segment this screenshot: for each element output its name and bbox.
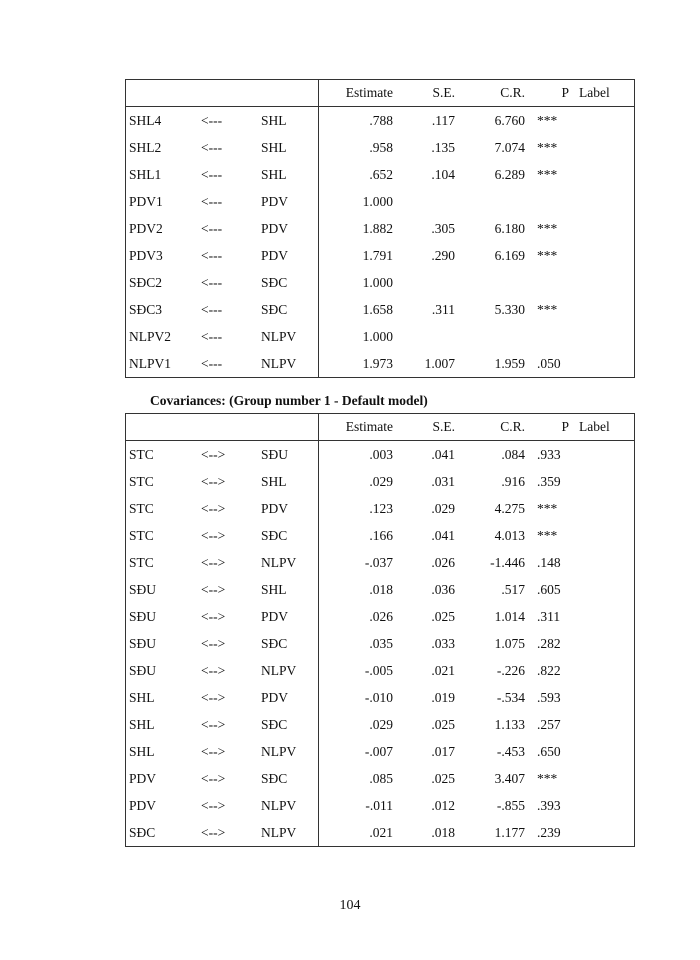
table-header-row bbox=[126, 80, 635, 107]
cell-rhs: SHL bbox=[257, 468, 319, 495]
header-blank bbox=[195, 80, 257, 107]
cell-lhs: SĐC bbox=[126, 819, 196, 847]
cell-label bbox=[573, 522, 635, 549]
cell-se bbox=[399, 188, 461, 215]
cell-lhs: SHL1 bbox=[126, 161, 196, 188]
cell-estimate: 1.973 bbox=[319, 350, 400, 378]
cell-rhs: PDV bbox=[257, 188, 319, 215]
cell-lhs: STC bbox=[126, 468, 196, 495]
cell-label bbox=[573, 188, 635, 215]
cell-arrow: <--- bbox=[201, 194, 223, 209]
cell-cr: -.534 bbox=[496, 690, 525, 705]
table-row bbox=[126, 350, 635, 378]
cell-estimate: .026 bbox=[369, 609, 393, 624]
cell-p: *** bbox=[537, 167, 558, 182]
cell-p bbox=[531, 323, 573, 350]
cell-label bbox=[573, 549, 635, 576]
cell-label bbox=[573, 323, 635, 350]
cell-lhs: SĐU bbox=[126, 657, 196, 684]
header-p: P bbox=[531, 80, 573, 107]
regression-weights-table bbox=[125, 79, 635, 378]
cell-se: .305 bbox=[431, 221, 455, 236]
cell-lhs: NLPV1 bbox=[126, 350, 196, 378]
cell-lhs: PDV1 bbox=[126, 188, 196, 215]
cell-lhs: SĐC3 bbox=[126, 296, 196, 323]
cell-arrow: <--> bbox=[201, 474, 226, 489]
table-row bbox=[126, 269, 635, 296]
header-cr: C.R. bbox=[461, 80, 531, 107]
cell-rhs: SHL bbox=[257, 576, 319, 603]
cell-cr: 1.959 bbox=[461, 350, 531, 378]
cell-label bbox=[573, 738, 635, 765]
cell-cr: -.453 bbox=[496, 744, 525, 759]
covariances-caption: Covariances: (Group number 1 - Default model) bbox=[150, 393, 428, 408]
cell-arrow: <--- bbox=[201, 167, 223, 182]
cell-cr bbox=[461, 323, 531, 350]
cell-lhs: STC bbox=[126, 522, 196, 549]
cell-estimate: .123 bbox=[369, 501, 393, 516]
cell-rhs: NLPV bbox=[257, 738, 319, 765]
cell-arrow: <--> bbox=[201, 609, 226, 624]
cell-lhs: SHL bbox=[126, 711, 196, 738]
cell-arrow: <--> bbox=[201, 744, 226, 759]
cell-cr: .517 bbox=[501, 582, 525, 597]
cell-cr: .916 bbox=[501, 474, 525, 489]
cell-arrow: <--> bbox=[201, 690, 226, 705]
cell-estimate: .035 bbox=[369, 636, 393, 651]
cell-lhs: SĐC2 bbox=[126, 269, 196, 296]
cell-label bbox=[573, 107, 635, 135]
cell-label bbox=[573, 765, 635, 792]
cell-cr: 4.275 bbox=[494, 501, 525, 516]
cell-estimate: .029 bbox=[369, 474, 393, 489]
table-row bbox=[126, 242, 635, 269]
table-row bbox=[126, 603, 635, 630]
cell-estimate: .652 bbox=[369, 167, 393, 182]
cell-label bbox=[573, 603, 635, 630]
cell-lhs: SĐU bbox=[126, 603, 196, 630]
cell-p: *** bbox=[537, 113, 558, 128]
cell-p: .148 bbox=[537, 555, 561, 570]
cell-estimate: 1.791 bbox=[362, 248, 393, 263]
cell-label bbox=[573, 441, 635, 469]
cell-label bbox=[573, 495, 635, 522]
cell-p: .933 bbox=[537, 447, 561, 462]
table-row bbox=[126, 468, 635, 495]
table-row bbox=[126, 161, 635, 188]
cell-arrow: <--- bbox=[201, 248, 223, 263]
cell-rhs: NLPV bbox=[257, 350, 319, 378]
cell-se: .135 bbox=[431, 140, 455, 155]
cell-lhs: NLPV2 bbox=[126, 323, 196, 350]
cell-cr: 1.177 bbox=[461, 819, 531, 847]
header-cr: C.R. bbox=[461, 414, 531, 441]
cell-arrow: <--> bbox=[201, 663, 226, 678]
cell-estimate: 1.658 bbox=[362, 302, 393, 317]
cell-cr: -.226 bbox=[496, 663, 525, 678]
cell-label bbox=[573, 468, 635, 495]
header-blank bbox=[195, 414, 257, 441]
cell-p: *** bbox=[537, 528, 558, 543]
cell-p: .605 bbox=[537, 582, 561, 597]
cell-cr: 6.180 bbox=[494, 221, 525, 236]
cell-cr: 6.289 bbox=[494, 167, 525, 182]
cell-rhs: SĐC bbox=[257, 296, 319, 323]
header-blank bbox=[257, 414, 319, 441]
cell-estimate: -.005 bbox=[364, 663, 393, 678]
table-row bbox=[126, 188, 635, 215]
header-estimate: Estimate bbox=[319, 80, 400, 107]
cell-p: .593 bbox=[537, 690, 561, 705]
cell-estimate: -.007 bbox=[364, 744, 393, 759]
cell-cr: 3.407 bbox=[494, 771, 525, 786]
cell-se: .290 bbox=[431, 248, 455, 263]
cell-lhs: SHL4 bbox=[126, 107, 196, 135]
cell-cr: 4.013 bbox=[494, 528, 525, 543]
cell-rhs: SĐC bbox=[257, 711, 319, 738]
cell-se: .025 bbox=[431, 771, 455, 786]
cell-p: *** bbox=[537, 501, 558, 516]
table-row bbox=[126, 495, 635, 522]
cell-p: .239 bbox=[531, 819, 573, 847]
table-row bbox=[126, 296, 635, 323]
cell-label bbox=[573, 576, 635, 603]
cell-rhs: PDV bbox=[257, 215, 319, 242]
table-row bbox=[126, 323, 635, 350]
cell-arrow: <--> bbox=[201, 501, 226, 516]
cell-rhs: SĐC bbox=[257, 522, 319, 549]
cell-se: .025 bbox=[431, 609, 455, 624]
cell-rhs: PDV bbox=[257, 495, 319, 522]
cell-se: .029 bbox=[431, 501, 455, 516]
cell-arrow: <--> bbox=[201, 771, 226, 786]
cell-label bbox=[573, 819, 635, 847]
cell-label bbox=[573, 296, 635, 323]
cell-arrow: <--- bbox=[201, 275, 223, 290]
cell-lhs: PDV bbox=[126, 792, 196, 819]
cell-arrow: <--> bbox=[201, 447, 226, 462]
cell-p: .257 bbox=[537, 717, 561, 732]
cell-p bbox=[531, 188, 573, 215]
regression-table-body bbox=[126, 107, 635, 378]
cell-estimate: .788 bbox=[369, 113, 393, 128]
cell-estimate: .166 bbox=[369, 528, 393, 543]
cell-cr: 6.169 bbox=[494, 248, 525, 263]
cell-p: .822 bbox=[537, 663, 561, 678]
cell-arrow: <--- bbox=[195, 350, 257, 378]
cell-estimate: -.010 bbox=[364, 690, 393, 705]
cell-se: .019 bbox=[431, 690, 455, 705]
cell-estimate: -.011 bbox=[365, 798, 393, 813]
cell-estimate: 1.882 bbox=[362, 221, 393, 236]
cell-cr: 6.760 bbox=[494, 113, 525, 128]
cell-cr: 5.330 bbox=[494, 302, 525, 317]
cell-se: .117 bbox=[431, 113, 455, 128]
cell-lhs: SĐU bbox=[126, 576, 196, 603]
cell-arrow: <--> bbox=[201, 636, 226, 651]
cell-estimate: 1.000 bbox=[362, 194, 393, 209]
cell-rhs: NLPV bbox=[257, 819, 319, 847]
cell-arrow: <--- bbox=[201, 140, 223, 155]
cell-se: .041 bbox=[431, 447, 455, 462]
cell-lhs: SĐU bbox=[126, 630, 196, 657]
header-label: Label bbox=[573, 80, 635, 107]
cell-arrow: <--- bbox=[201, 221, 223, 236]
cell-estimate: 1.000 bbox=[362, 275, 393, 290]
cell-lhs: STC bbox=[126, 549, 196, 576]
cell-rhs: PDV bbox=[257, 603, 319, 630]
cell-arrow: <--> bbox=[201, 798, 226, 813]
cell-se: .018 bbox=[399, 819, 461, 847]
cell-label bbox=[573, 657, 635, 684]
cell-arrow: <--> bbox=[201, 582, 226, 597]
cell-cr: -1.446 bbox=[490, 555, 525, 570]
cell-se: .025 bbox=[431, 717, 455, 732]
header-blank bbox=[257, 80, 319, 107]
cell-lhs: STC bbox=[126, 441, 196, 469]
covariances-table bbox=[125, 413, 635, 847]
cell-cr: 1.133 bbox=[494, 717, 525, 732]
cell-label bbox=[573, 242, 635, 269]
cell-lhs: PDV bbox=[126, 765, 196, 792]
cell-label bbox=[573, 215, 635, 242]
cell-rhs: PDV bbox=[257, 684, 319, 711]
cell-cr: .084 bbox=[501, 447, 525, 462]
cell-estimate: .003 bbox=[369, 447, 393, 462]
cell-rhs: SHL bbox=[257, 161, 319, 188]
header-se: S.E. bbox=[399, 414, 461, 441]
cell-label bbox=[573, 134, 635, 161]
cell-rhs: SHL bbox=[257, 107, 319, 135]
table-header-row bbox=[126, 414, 635, 441]
cell-se: .012 bbox=[431, 798, 455, 813]
cell-rhs: SHL bbox=[257, 134, 319, 161]
cell-se: .026 bbox=[431, 555, 455, 570]
cell-rhs: NLPV bbox=[257, 549, 319, 576]
cell-p: .311 bbox=[537, 609, 561, 624]
cell-se: .041 bbox=[431, 528, 455, 543]
table-row bbox=[126, 684, 635, 711]
page-number: 104 bbox=[339, 898, 361, 913]
cell-arrow: <--> bbox=[201, 555, 226, 570]
cell-label bbox=[573, 792, 635, 819]
cell-estimate: -.037 bbox=[364, 555, 393, 570]
cell-estimate: .958 bbox=[369, 140, 393, 155]
header-estimate: Estimate bbox=[319, 414, 400, 441]
table-row bbox=[126, 134, 635, 161]
cell-p: *** bbox=[537, 771, 558, 786]
header-p: P bbox=[531, 414, 573, 441]
cell-cr: -.855 bbox=[496, 798, 525, 813]
cell-rhs: SĐC bbox=[257, 630, 319, 657]
cell-se: .031 bbox=[431, 474, 455, 489]
cell-lhs: SHL bbox=[126, 738, 196, 765]
cell-label bbox=[573, 269, 635, 296]
cell-estimate: .029 bbox=[369, 717, 393, 732]
cell-lhs: SHL2 bbox=[126, 134, 196, 161]
table-row bbox=[126, 576, 635, 603]
cell-p: .282 bbox=[537, 636, 561, 651]
table-row bbox=[126, 819, 635, 847]
header-label: Label bbox=[573, 414, 635, 441]
cell-label bbox=[573, 630, 635, 657]
cell-lhs: SHL bbox=[126, 684, 196, 711]
cell-arrow: <--> bbox=[201, 717, 226, 732]
table-row bbox=[126, 738, 635, 765]
cell-p: *** bbox=[537, 221, 558, 236]
cell-se: .021 bbox=[431, 663, 455, 678]
cell-estimate: .018 bbox=[369, 582, 393, 597]
cell-arrow: <--- bbox=[201, 113, 223, 128]
cell-p: .393 bbox=[537, 798, 561, 813]
cell-cr bbox=[461, 188, 531, 215]
table-row bbox=[126, 711, 635, 738]
cell-cr: 7.074 bbox=[494, 140, 525, 155]
cell-se bbox=[399, 323, 461, 350]
cell-p: *** bbox=[537, 302, 558, 317]
cell-se: .017 bbox=[431, 744, 455, 759]
covariances-table-body bbox=[126, 441, 635, 847]
table-row bbox=[126, 765, 635, 792]
cell-arrow: <--> bbox=[195, 819, 257, 847]
cell-estimate: .085 bbox=[369, 771, 393, 786]
cell-p: .050 bbox=[531, 350, 573, 378]
cell-label bbox=[573, 684, 635, 711]
cell-p: .359 bbox=[537, 474, 561, 489]
cell-rhs: SĐC bbox=[257, 269, 319, 296]
cell-arrow: <--> bbox=[201, 528, 226, 543]
cell-se: .036 bbox=[431, 582, 455, 597]
cell-rhs: NLPV bbox=[257, 323, 319, 350]
cell-label bbox=[573, 711, 635, 738]
table-row bbox=[126, 549, 635, 576]
table-row bbox=[126, 792, 635, 819]
cell-se: .104 bbox=[431, 167, 455, 182]
cell-label bbox=[573, 350, 635, 378]
cell-rhs: NLPV bbox=[257, 657, 319, 684]
cell-rhs: SĐU bbox=[257, 441, 319, 469]
cell-cr: 1.075 bbox=[494, 636, 525, 651]
cell-rhs: SĐC bbox=[257, 765, 319, 792]
header-se: S.E. bbox=[399, 80, 461, 107]
cell-p: .650 bbox=[537, 744, 561, 759]
table-row bbox=[126, 441, 635, 469]
header-blank bbox=[126, 80, 196, 107]
cell-rhs: PDV bbox=[257, 242, 319, 269]
cell-lhs: PDV2 bbox=[126, 215, 196, 242]
table-row bbox=[126, 657, 635, 684]
table-row bbox=[126, 630, 635, 657]
cell-p: *** bbox=[537, 140, 558, 155]
cell-rhs: NLPV bbox=[257, 792, 319, 819]
cell-se bbox=[399, 269, 461, 296]
table-row bbox=[126, 215, 635, 242]
table-row bbox=[126, 107, 635, 135]
cell-lhs: PDV3 bbox=[126, 242, 196, 269]
cell-se: 1.007 bbox=[399, 350, 461, 378]
cell-estimate: .021 bbox=[319, 819, 400, 847]
cell-se: .311 bbox=[431, 302, 455, 317]
cell-arrow: <--- bbox=[201, 302, 223, 317]
cell-p bbox=[531, 269, 573, 296]
header-blank bbox=[126, 414, 196, 441]
cell-lhs: STC bbox=[126, 495, 196, 522]
cell-label bbox=[573, 161, 635, 188]
cell-p: *** bbox=[537, 248, 558, 263]
cell-cr bbox=[461, 269, 531, 296]
table-row bbox=[126, 522, 635, 549]
cell-estimate: 1.000 bbox=[362, 329, 393, 344]
cell-arrow: <--- bbox=[201, 329, 223, 344]
cell-cr: 1.014 bbox=[494, 609, 525, 624]
cell-se: .033 bbox=[431, 636, 455, 651]
